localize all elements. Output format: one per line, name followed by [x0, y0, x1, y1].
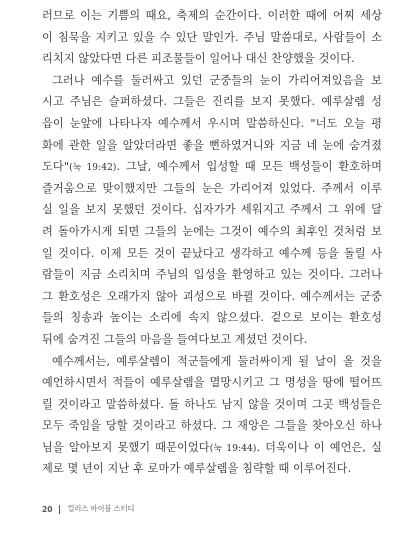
text-segment: . 그날, 예수께서 입성할 때 모든 백성들이 환호하며: [116, 160, 382, 174]
text-line: 모두 죽임을 당할 것이라고 하셨다. 그 재앙은 그들을 찾아오신 하나: [42, 419, 382, 433]
text-line: 실 일을 보지 못했던 것이다. 십자가가 세워지고 주께서 그 위에 달: [42, 203, 382, 217]
text-line: 그러나 예수를 둘러싸고 있던 군중들의 눈이 가리어져있음을 보: [52, 73, 382, 87]
text-line: 예언하시면서 적들이 예루살렘을 멸망시키고 그 명성을 땅에 떨어뜨: [42, 376, 382, 390]
text-line: 들의 칭송과 높이는 소리에 속지 않으셨다. 겉으로 보이는 환호성: [42, 311, 382, 325]
text-line: 시고 주님은 슬퍼하셨다. 그들은 진리를 보지 못했다. 예루살렘 성: [42, 95, 382, 109]
scripture-reference: (눅 19:44): [209, 443, 257, 454]
page-footer: [42, 502, 135, 516]
text-line: 람들이 지금 소리치며 주님의 입성을 환영하고 있는 것이다. 그러나: [42, 268, 382, 282]
text-line: 려 돌아가시게 되면 그들의 눈에는 그것이 예수의 최후인 것처럼 보: [42, 224, 382, 238]
text-segment: . 더욱이나 이 예언은, 실: [256, 440, 382, 454]
text-line: 릴 것이라고 말씀하셨다. 돌 하나도 남지 않을 것이며 그곳 백성들은: [42, 397, 382, 411]
text-segment: 님을 알아보지 못했기 때문이었다: [42, 440, 210, 454]
text-segment: 도다": [42, 160, 70, 174]
text-line: 일 것이다. 이제 모든 것이 끝났다고 생각하고 예수께 등을 돌릴 사: [42, 246, 382, 260]
book-title: 컬러스 바이블 스터디: [67, 504, 135, 513]
text-line: 러므로 이는 기쁨의 때요, 축제의 순간이다. 이러한 때에 어찌 세상: [42, 9, 382, 22]
text-line: 화에 관한 일을 알았더라면 좋을 뻔하였거니와 지금 네 눈에 숨겨졌: [42, 138, 382, 152]
text-line: 읍이 눈앞에 나타나자 예수께서 우시며 말씀하신다. "너도 오늘 평: [42, 116, 382, 130]
text-line: 이 침묵을 지키고 있을 수 있단 말인가. 주님 말씀대로, 사람들이 소: [42, 30, 382, 44]
text-line-with-reference: [42, 156, 382, 178]
text-line-with-reference: [42, 437, 382, 459]
body-text: [42, 5, 382, 480]
footer-divider: [59, 505, 60, 514]
page-number: 20: [42, 504, 53, 514]
text-line: 뒤에 숨겨진 그들의 마음을 들여다보고 계셨던 것이다.: [42, 332, 308, 346]
text-line: 즐거움으로 맞이했지만 그들의 눈은 가리어져 있었다. 주께서 이루: [42, 181, 382, 195]
text-line: 제로 몇 년이 지난 후 로마가 예루살렘을 침략할 때 이루어진다.: [42, 462, 352, 476]
scripture-reference: (눅 19:42): [69, 163, 117, 174]
text-line: 예수께서는, 예루살렘이 적군들에게 둘러싸이게 될 날이 올 것을: [52, 354, 382, 368]
text-line: 리치지 않았다면 다른 피조물들이 일어나 대신 찬양했을 것이다.: [42, 52, 355, 66]
text-line: 그 환호성은 오래가지 않아 괴성으로 바뀔 것이다. 예수께서는 군중: [42, 289, 382, 303]
